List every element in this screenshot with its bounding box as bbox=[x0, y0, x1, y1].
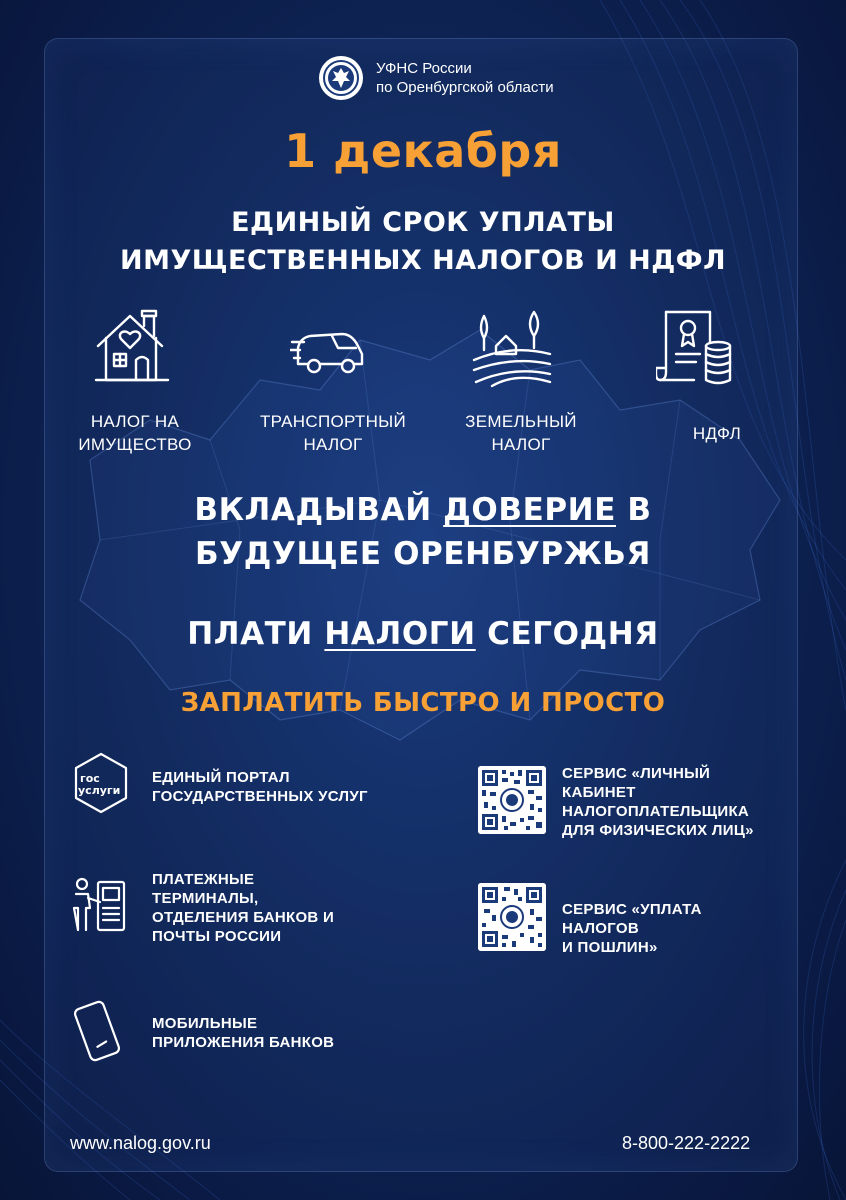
slogan-trust-line2: БУДУЩЕЕ ОРЕНБУРЖЬЯ bbox=[195, 536, 651, 572]
tax-label-ndfl-line1: НДФЛ bbox=[692, 424, 742, 443]
subtitle bbox=[0, 204, 846, 280]
slogan-trust-text-b: В bbox=[615, 492, 652, 528]
tax-label-land bbox=[426, 410, 616, 456]
gosuslugi-logo-line2: услуги bbox=[78, 784, 121, 797]
qr-code-cabinet[interactable] bbox=[478, 766, 546, 834]
gosuslugi-logo-icon bbox=[70, 752, 132, 814]
method-payment-text: СЕРВИС «УПЛАТА НАЛОГОВ И ПОШЛИН» bbox=[562, 901, 702, 956]
mobile-phone-icon bbox=[72, 1000, 126, 1062]
subtitle-line2: ИМУЩЕСТВЕННЫХ НАЛОГОВ И НДФЛ bbox=[119, 245, 726, 276]
cta-heading: ЗАПЛАТИТЬ БЫСТРО И ПРОСТО bbox=[180, 688, 666, 718]
tax-label-land-line2: НАЛОГ bbox=[491, 435, 551, 454]
fns-emblem-icon bbox=[318, 55, 364, 101]
tax-label-transport-line1: ТРАНСПОРТНЫЙ bbox=[259, 412, 407, 431]
slogan-trust-line1 bbox=[0, 488, 846, 532]
method-mobile-text: МОБИЛЬНЫЕ ПРИЛОЖЕНИЯ БАНКОВ bbox=[152, 1015, 335, 1051]
slogan-pay-underlined: НАЛОГИ bbox=[324, 616, 476, 652]
tax-label-transport bbox=[238, 410, 428, 456]
house-icon bbox=[94, 308, 174, 388]
tax-label-transport-line2: НАЛОГ bbox=[303, 435, 363, 454]
website-link[interactable]: www.nalog.gov.ru bbox=[70, 1133, 211, 1153]
payment-terminal-icon bbox=[70, 876, 128, 934]
slogan-pay-text-a: ПЛАТИ bbox=[187, 616, 325, 652]
tax-label-ndfl bbox=[622, 422, 812, 445]
org-name-line2: по Оренбургской области bbox=[376, 79, 554, 96]
hotline-phone[interactable]: 8-800-222-2222 bbox=[622, 1133, 751, 1153]
document-coins-icon bbox=[656, 308, 736, 388]
slogan-pay-today bbox=[0, 612, 846, 656]
subtitle-line1: ЕДИНЫЙ СРОК УПЛАТЫ bbox=[231, 207, 615, 238]
slogan-trust bbox=[0, 488, 846, 576]
tax-label-property bbox=[40, 410, 230, 456]
method-terminals-text: ПЛАТЕЖНЫЕ ТЕРМИНАЛЫ, ОТДЕЛЕНИЯ БАНКОВ И ПОЧТЫ РОССИИ bbox=[152, 871, 335, 945]
slogan-pay-text-b: СЕГОДНЯ bbox=[475, 616, 659, 652]
tax-label-property-line2: ИМУЩЕСТВО bbox=[78, 435, 192, 454]
slogan-trust-text-a: ВКЛАДЫВАЙ bbox=[194, 492, 444, 528]
land-icon bbox=[472, 308, 552, 388]
deadline-date: 1 декабря bbox=[284, 124, 562, 178]
car-icon bbox=[290, 308, 370, 388]
method-cabinet-text: СЕРВИС «ЛИЧНЫЙ КАБИНЕТ НАЛОГОПЛАТЕЛЬЩИКА ДЛЯ ФИЗИЧЕСКИХ ЛИЦ» bbox=[562, 765, 754, 839]
header bbox=[318, 55, 554, 101]
tax-label-property-line1: НАЛОГ НА bbox=[90, 412, 180, 431]
tax-label-land-line1: ЗЕМЕЛЬНЫЙ bbox=[465, 412, 577, 431]
org-name bbox=[376, 59, 554, 97]
gosuslugi-logo-line1: гос bbox=[80, 772, 100, 785]
method-gosuslugi-text: ЕДИНЫЙ ПОРТАЛ ГОСУДАРСТВЕННЫХ УСЛУГ bbox=[152, 769, 368, 805]
qr-code-payment[interactable] bbox=[478, 883, 546, 951]
slogan-trust-underlined: ДОВЕРИЕ bbox=[443, 492, 616, 528]
org-name-line1: УФНС России bbox=[376, 60, 472, 77]
